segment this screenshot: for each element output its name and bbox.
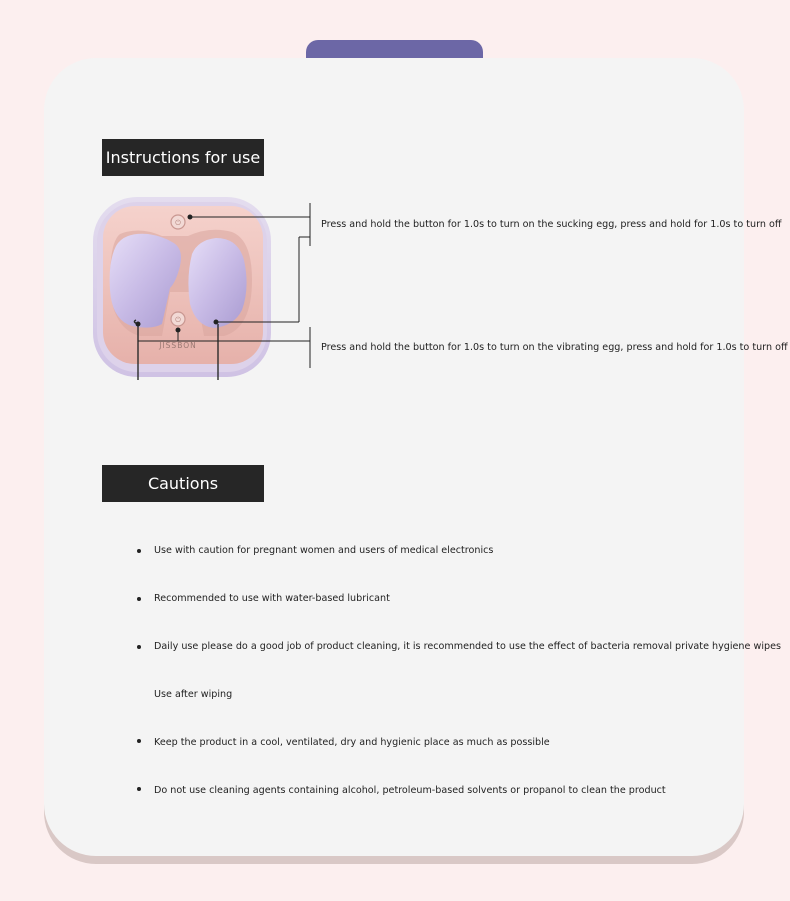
caution-text: Use with caution for pregnant women and users of medical electronics	[154, 545, 494, 556]
device-brand: JISSBON	[159, 341, 197, 350]
bullet-icon	[137, 597, 141, 601]
instructions-heading: Instructions for use	[102, 139, 264, 176]
callout-vibrating-egg: Press and hold the button for 1.0s to turn on the vibrating egg, press and hold for 1.0s to turn off	[321, 342, 788, 353]
caution-text-continued: Use after wiping	[154, 689, 233, 700]
callout-sucking-egg: Press and hold the button for 1.0s to turn on the sucking egg, press and hold for 1.0s to turn off	[321, 219, 782, 230]
bullet-icon	[137, 549, 141, 553]
caution-text: Keep the product in a cool, ventilated, dry and hygienic place as much as possible	[154, 737, 550, 748]
svg-text:⏻: ⏻	[175, 316, 181, 324]
caution-text: Recommended to use with water-based lubricant	[154, 593, 390, 604]
bullet-icon	[137, 645, 141, 649]
caution-text: Do not use cleaning agents containing alcohol, petroleum-based solvents or propanol to clean the product	[154, 785, 666, 796]
cautions-heading: Cautions	[102, 465, 264, 502]
bullet-icon	[137, 787, 141, 791]
bullet-icon	[137, 739, 141, 743]
svg-text:⏻: ⏻	[175, 219, 181, 227]
caution-text: Daily use please do a good job of product cleaning, it is recommended to use the effect of bacteria removal private hygiene wipes	[154, 641, 781, 652]
